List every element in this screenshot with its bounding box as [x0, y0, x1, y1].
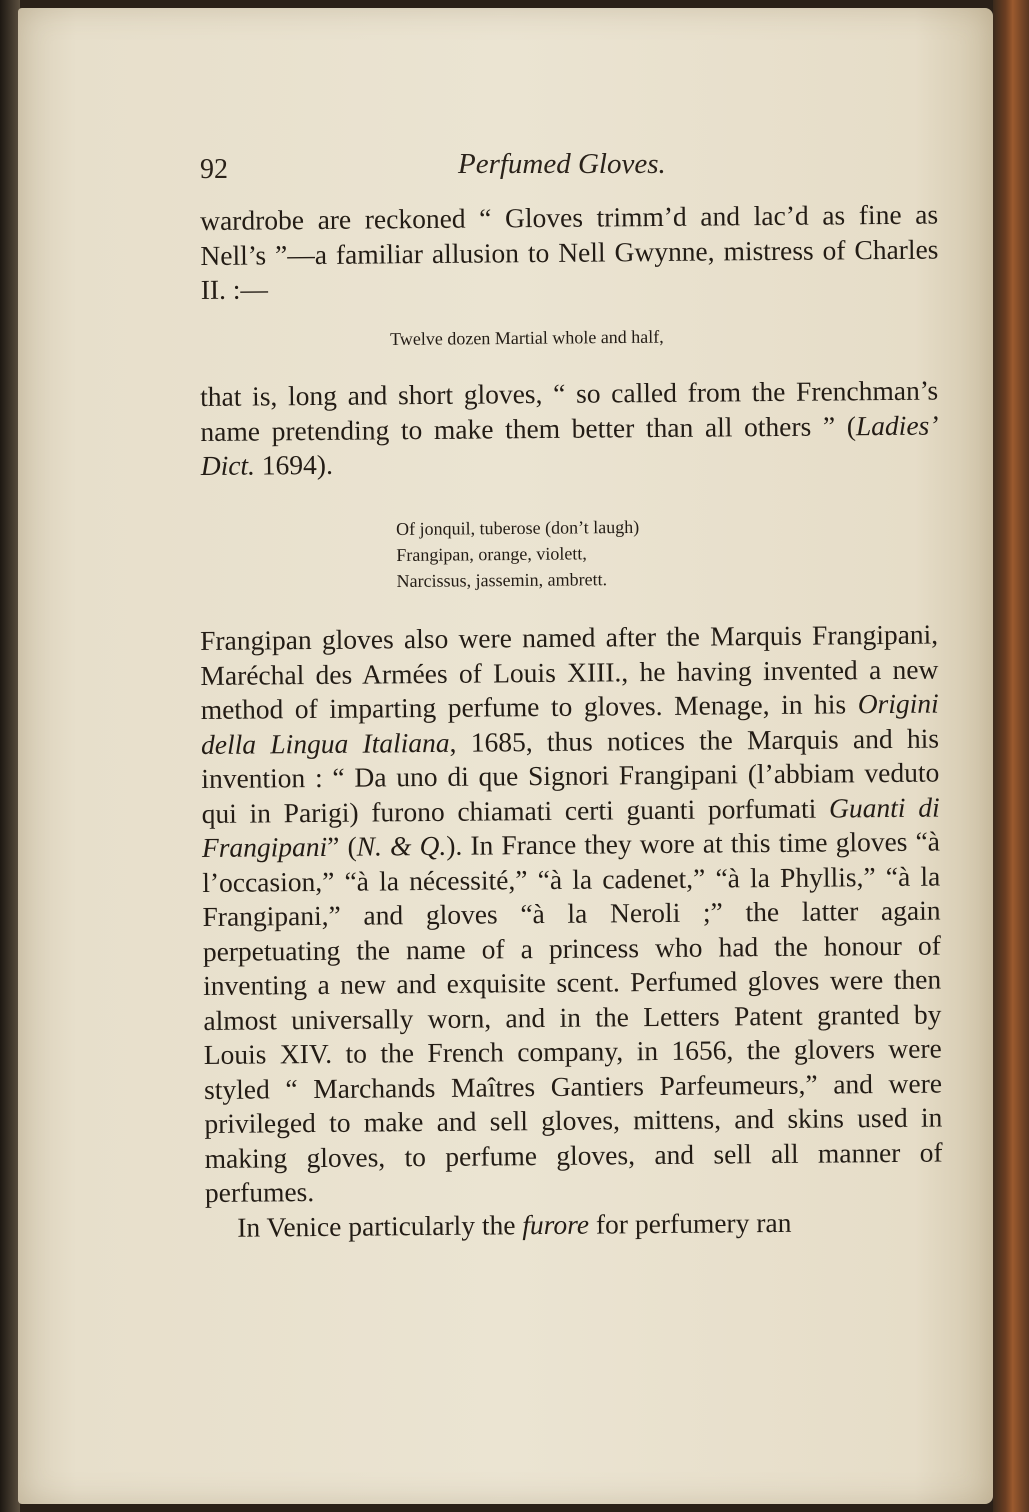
paragraph-2 — [200, 374, 939, 484]
paragraph-3-text-d: ). In France they wore at this time gloves “à l’occasion,” “à la nécessité,” “à la cadenet,” “à la Phyllis,” “à la Frangipani,” and gloves “à la Neroli ;” the latter again perpetuating the name of a princess who had the honour of inventing a new and exquisite scent. Perfumed gloves were then almost universally worn, and in the Letters Patent granted by Louis XIV. to the French company, in 1656, the glovers were styled “ Marchands Maîtres Gantiers Parfeumeurs,” and were privileged to make and sell gloves, mittens, and skins used in making gloves, to perfume gloves, and sell all manner of perfumes. — [202, 825, 943, 1208]
citation-nq: N. & Q. — [356, 829, 447, 862]
paragraph-1 — [200, 198, 939, 308]
paragraph-3-text-a: Frangipan gloves also were named after the Marquis Frangipani, Maréchal des Armées of Louis XIII., he having invented a new method of imparting perfume to gloves. Menage, in his — [200, 618, 939, 725]
paragraph-4-text-b: for perfumery ran — [588, 1206, 792, 1240]
verse-1 — [390, 324, 664, 352]
page-title: Perfumed Gloves. — [458, 148, 666, 180]
verse-2-line-3: Narcissus, jassemin, ambrett. — [396, 569, 608, 591]
verse-2-line-2: Frangipan, orange, violett, — [396, 543, 587, 565]
paragraph-4-text-a: In Venice particularly the — [237, 1208, 523, 1243]
book-spine — [993, 0, 1029, 1512]
paragraph-2-text-b: 1694). — [254, 448, 334, 481]
paragraph-4-text — [205, 1204, 943, 1245]
verse-1-line-1: Twelve dozen Martial whole and half, — [390, 326, 664, 349]
paragraph-1-text: wardrobe are reckoned “ Gloves trimm’d and lac’d as fine as Nell’s ”—a familiar allusion to Nell Gwynne, mistress of Charles II. :— — [200, 198, 939, 305]
paragraph-3-text-b: , 1685, thus notices the Marquis and his invention : “ Da uno di que Signori Frangipani (l’abbiam veduto qui in Parigi) furono chiamati certi guanti porfumati — [201, 722, 940, 829]
verse-2-line-1: Of jonquil, tuberose (don’t laugh) — [396, 516, 640, 539]
paragraph-2-text-a: that is, long and short gloves, “ so called from the Frenchman’s name pretending to make them better than all others ” ( — [200, 374, 939, 447]
paragraph-3 — [200, 618, 943, 1245]
quoted-italic: Guanti di Frangipani — [201, 791, 940, 863]
running-head — [200, 148, 935, 192]
citation-ladies-dict: Ladies’ Dict. — [200, 409, 939, 481]
verse-2 — [396, 514, 640, 594]
book-left-edge — [0, 0, 20, 1512]
work-title: Origini della Lingua Italiana — [200, 687, 939, 760]
paragraph-3-text — [200, 618, 943, 1211]
page-number: 92 — [200, 154, 228, 185]
paragraph-2-text — [200, 374, 939, 484]
paragraph-3-text-c: ” ( — [327, 830, 357, 862]
italic-furore: furore — [522, 1208, 590, 1240]
